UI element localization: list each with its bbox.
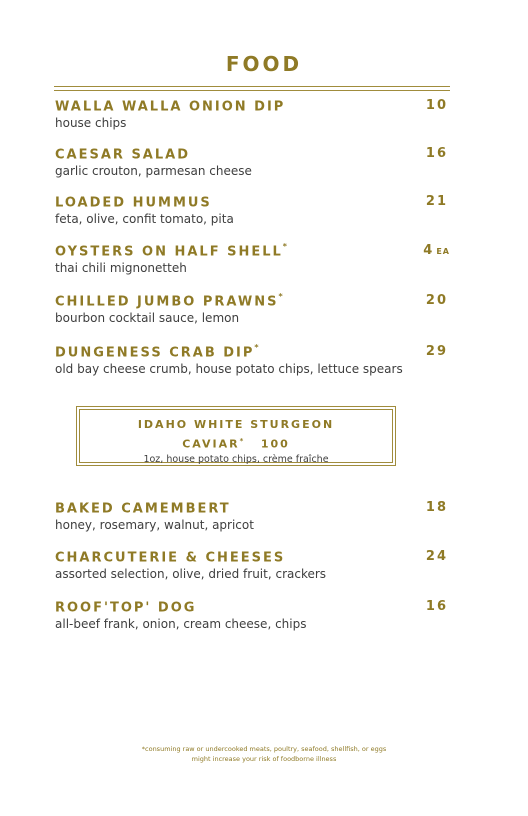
menu-item-rooftop-dog	[55, 599, 450, 631]
menu-item-jumbo-prawns	[55, 293, 450, 325]
page-title: FOOD	[225, 52, 303, 76]
item-description: all-beef frank, onion, cream cheese, chips	[55, 617, 307, 631]
menu-item-charcuterie	[55, 549, 450, 581]
disclaimer-line-1: *consuming raw or undercooked meats, poultry, seafood, shellfish, or eggs	[141, 745, 387, 753]
item-name: CAESAR SALAD	[55, 147, 191, 163]
item-description: old bay cheese crumb, house potato chips, lettuce spears	[55, 362, 403, 376]
item-description: assorted selection, olive, dried fruit, crackers	[55, 567, 327, 581]
item-description: feta, olive, confit tomato, pita	[55, 212, 234, 226]
item-description: bourbon cocktail sauce, lemon	[55, 311, 240, 325]
menu-item-camembert	[55, 500, 450, 532]
item-price: 16	[425, 599, 448, 614]
caviar-feature-box	[76, 406, 396, 466]
disclaimer-line-2: might increase your risk of foodborne illness	[191, 755, 337, 763]
item-price: 24	[425, 549, 448, 564]
item-name: BAKED CAMEMBERT	[55, 501, 231, 517]
menu-item-loaded-hummus	[55, 194, 450, 226]
menu-item-oysters	[55, 243, 450, 275]
item-description: honey, rosemary, walnut, apricot	[55, 518, 254, 532]
item-name: ROOF'TOP' DOG	[55, 600, 197, 616]
caviar-inner-frame	[79, 409, 393, 463]
item-price: 4 EA	[423, 243, 450, 258]
item-description: thai chili mignonetteh	[55, 261, 187, 275]
item-name: LOADED HUMMUS	[55, 195, 212, 211]
item-price: 20	[425, 293, 448, 308]
menu-item-crab-dip	[55, 344, 450, 376]
item-name: CHILLED JUMBO PRAWNS*	[55, 292, 283, 310]
caviar-description: 1oz, house potato chips, crème fraîche	[143, 453, 329, 465]
item-name: DUNGENESS CRAB DIP*	[55, 343, 259, 361]
item-price: 16	[425, 146, 448, 161]
menu-item-caesar-salad	[55, 146, 450, 178]
item-price: 10	[425, 98, 448, 113]
item-name: WALLA WALLA ONION DIP	[55, 99, 286, 115]
item-name: CHARCUTERIE & CHEESES	[55, 550, 286, 566]
caviar-name-price: CAVIAR* 100	[182, 437, 290, 451]
raw-food-disclaimer	[0, 744, 528, 764]
title-divider	[54, 86, 450, 91]
item-price: 18	[425, 500, 448, 515]
item-description: garlic crouton, parmesan cheese	[55, 164, 252, 178]
item-name: OYSTERS ON HALF SHELL*	[55, 242, 287, 260]
caviar-heading: IDAHO WHITE STURGEON	[137, 418, 335, 431]
menu-item-onion-dip	[55, 98, 450, 130]
item-description: house chips	[55, 116, 127, 130]
caviar-price: 100	[260, 437, 290, 451]
item-price: 21	[425, 194, 448, 209]
item-price: 29	[425, 344, 448, 359]
